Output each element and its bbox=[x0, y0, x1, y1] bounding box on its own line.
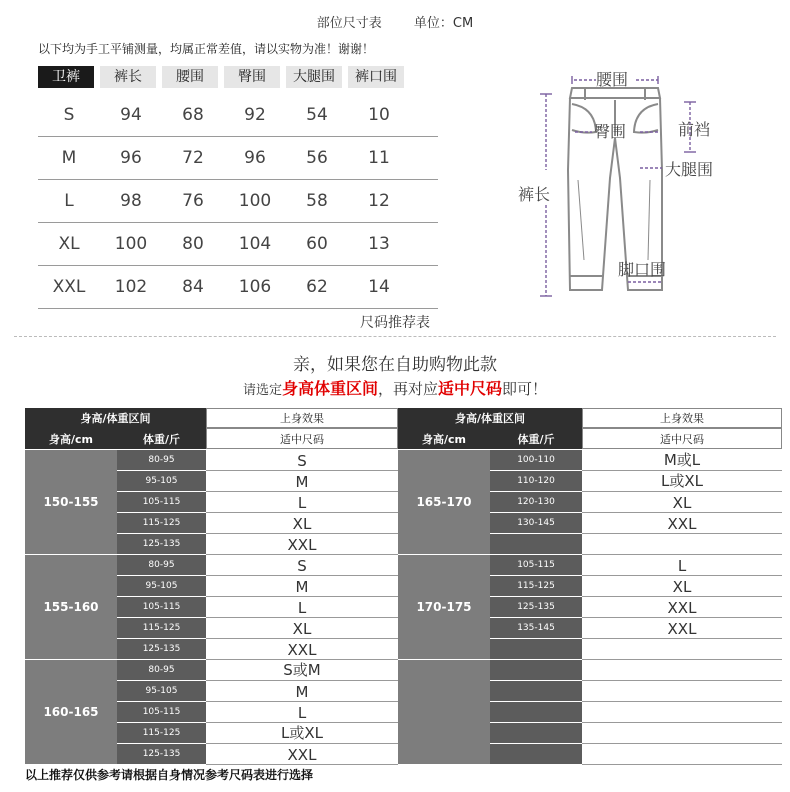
size-table-cell: M bbox=[61, 148, 77, 168]
size-table-cell: 104 bbox=[238, 234, 272, 254]
weight-range: 80-95 bbox=[117, 450, 206, 471]
recommended-size bbox=[582, 639, 782, 660]
promo-line-2 bbox=[0, 376, 790, 399]
size-chart-title: 部位尺寸表 bbox=[316, 16, 382, 31]
header-fit: 适中尺码 bbox=[206, 428, 398, 449]
weight-range: 115-125 bbox=[490, 576, 582, 597]
recommended-size bbox=[582, 702, 782, 723]
weight-range: 100-110 bbox=[490, 450, 582, 471]
size-table-cell: 106 bbox=[238, 277, 272, 297]
recommended-size bbox=[582, 534, 782, 555]
weight-range: 120-130 bbox=[490, 492, 582, 513]
size-table-cell: 68 bbox=[182, 105, 204, 125]
recommended-size: XL bbox=[206, 513, 398, 534]
size-chart-unit: 单位：CM bbox=[413, 16, 474, 31]
recommended-size: L bbox=[206, 492, 398, 513]
diagram-label-hem: 脚口围 bbox=[618, 260, 667, 279]
diagram-label-length: 裤长 bbox=[518, 185, 551, 204]
recommend-grid bbox=[25, 408, 782, 762]
weight-range: 105-115 bbox=[117, 597, 206, 618]
weight-range bbox=[490, 534, 582, 555]
size-table-cell: 60 bbox=[306, 234, 328, 254]
weight-range: 115-125 bbox=[117, 513, 206, 534]
header-range: 身高/体重区间 bbox=[25, 408, 206, 428]
size-table-cell: 80 bbox=[182, 234, 204, 254]
weight-range: 105-115 bbox=[490, 555, 582, 576]
promo-highlight-size: 适中尺码 bbox=[438, 379, 503, 398]
size-table-cell: 12 bbox=[368, 191, 390, 211]
height-range: 165-170 bbox=[398, 450, 490, 554]
weight-range: 115-125 bbox=[117, 618, 206, 639]
size-table-cell: 102 bbox=[114, 277, 148, 297]
recommended-size: M bbox=[206, 576, 398, 597]
weight-range bbox=[490, 681, 582, 702]
pants-diagram bbox=[500, 60, 750, 310]
recommended-size: L bbox=[582, 555, 782, 576]
recommended-size bbox=[582, 681, 782, 702]
recommended-size: XXL bbox=[206, 639, 398, 660]
recommended-size: M bbox=[206, 471, 398, 492]
header-effect: 上身效果 bbox=[582, 408, 782, 428]
weight-range: 125-135 bbox=[117, 744, 206, 765]
size-table-row bbox=[38, 137, 438, 180]
size-table-header-cell: 裤长 bbox=[100, 66, 156, 88]
promo-pre: 请选定 bbox=[242, 383, 282, 398]
measurement-note: 以下均为手工平铺测量，均属正常差值，请以实物为准！谢谢！ bbox=[38, 42, 375, 56]
weight-range: 80-95 bbox=[117, 555, 206, 576]
size-table-cell: 56 bbox=[306, 148, 328, 168]
size-table-body bbox=[38, 94, 438, 309]
diagram-label-hip: 臀围 bbox=[594, 122, 627, 141]
size-table-cell: 100 bbox=[238, 191, 272, 211]
footer-note: 以上推荐仅供参考请根据自身情况参考尺码表进行选择 bbox=[25, 768, 314, 782]
size-table-cell: 62 bbox=[306, 277, 328, 297]
weight-range: 135-145 bbox=[490, 618, 582, 639]
size-table-header-cell: 裤口围 bbox=[348, 66, 404, 88]
recommended-size: L或XL bbox=[582, 471, 782, 492]
size-table-cell: 58 bbox=[306, 191, 328, 211]
weight-range: 105-115 bbox=[117, 492, 206, 513]
header-range: 身高/体重区间 bbox=[398, 408, 582, 428]
recommended-size: L bbox=[206, 702, 398, 723]
promo-post: 即可！ bbox=[502, 380, 548, 398]
header-weight: 体重/斤 bbox=[117, 428, 206, 449]
header-height: 身高/cm bbox=[398, 428, 490, 449]
size-table-cell: 96 bbox=[244, 148, 266, 168]
promo-mid: ，再对应 bbox=[377, 380, 438, 398]
size-table-cell: 13 bbox=[368, 234, 390, 254]
weight-range bbox=[490, 660, 582, 681]
header-weight: 体重/斤 bbox=[490, 428, 582, 449]
recommended-size bbox=[582, 660, 782, 681]
size-table-cell: S bbox=[63, 105, 75, 125]
recommended-size: XXL bbox=[582, 513, 782, 534]
size-table-row bbox=[38, 180, 438, 223]
recommended-size: S或M bbox=[206, 660, 398, 681]
height-range: 155-160 bbox=[25, 555, 117, 659]
weight-range bbox=[490, 639, 582, 660]
size-table-row bbox=[38, 223, 438, 266]
promo-highlight-range: 身高体重区间 bbox=[281, 379, 378, 398]
size-table-cell: 11 bbox=[368, 148, 390, 168]
weight-range: 95-105 bbox=[117, 576, 206, 597]
weight-range: 80-95 bbox=[117, 660, 206, 681]
size-table bbox=[38, 66, 438, 309]
weight-range: 95-105 bbox=[117, 471, 206, 492]
size-table-cell: XXL bbox=[52, 277, 86, 297]
size-table-cell: 14 bbox=[368, 277, 390, 297]
height-range: 170-175 bbox=[398, 555, 490, 659]
size-table-cell: 84 bbox=[182, 277, 204, 297]
recommended-size: XL bbox=[206, 618, 398, 639]
size-table-row bbox=[38, 94, 438, 137]
diagram-label-rise: 前裆 bbox=[678, 120, 711, 139]
size-table-cell: 76 bbox=[182, 191, 204, 211]
weight-range: 115-125 bbox=[117, 723, 206, 744]
recommended-size bbox=[582, 744, 782, 765]
size-table-cell: 96 bbox=[120, 148, 142, 168]
diagram-label-waist: 腰围 bbox=[596, 70, 629, 89]
weight-range bbox=[490, 723, 582, 744]
weight-range: 105-115 bbox=[117, 702, 206, 723]
recommended-size: M bbox=[206, 681, 398, 702]
recommended-size: L bbox=[206, 597, 398, 618]
recommended-size: S bbox=[206, 450, 398, 471]
recommended-size: M或L bbox=[582, 450, 782, 471]
size-table-cell: 98 bbox=[120, 191, 142, 211]
header-effect: 上身效果 bbox=[206, 408, 398, 428]
weight-range: 130-145 bbox=[490, 513, 582, 534]
recommended-size: XXL bbox=[206, 534, 398, 555]
size-table-cell: 92 bbox=[244, 105, 266, 125]
weight-range: 95-105 bbox=[117, 681, 206, 702]
size-chart-heading bbox=[0, 12, 790, 31]
size-table-row bbox=[38, 266, 438, 309]
size-table-cell: L bbox=[64, 191, 74, 211]
weight-range bbox=[490, 744, 582, 765]
recommended-size: S bbox=[206, 555, 398, 576]
size-table-cell: 100 bbox=[114, 234, 148, 254]
recommended-size: XXL bbox=[582, 597, 782, 618]
weight-range: 125-135 bbox=[117, 534, 206, 555]
size-table-header bbox=[38, 66, 438, 88]
header-fit: 适中尺码 bbox=[582, 428, 782, 449]
size-table-header-cell: 大腿围 bbox=[286, 66, 342, 88]
height-range bbox=[398, 660, 490, 764]
size-table-cell: 94 bbox=[120, 105, 142, 125]
weight-range: 125-135 bbox=[490, 597, 582, 618]
size-table-header-cell: 腰围 bbox=[162, 66, 218, 88]
weight-range: 110-120 bbox=[490, 471, 582, 492]
diagram-label-thigh: 大腿围 bbox=[665, 160, 714, 179]
size-table-cell: 54 bbox=[306, 105, 328, 125]
height-range: 160-165 bbox=[25, 660, 117, 764]
size-table-cell: 72 bbox=[182, 148, 204, 168]
promo-line-1: 亲，如果您在自助购物此款 bbox=[293, 355, 497, 375]
height-range: 150-155 bbox=[25, 450, 117, 554]
section-divider bbox=[14, 336, 776, 337]
header-height: 身高/cm bbox=[25, 428, 117, 449]
recommended-size: XXL bbox=[206, 744, 398, 765]
recommended-size bbox=[582, 723, 782, 744]
size-table-cell: XL bbox=[58, 234, 80, 254]
size-table-header-cell: 卫裤 bbox=[38, 66, 94, 88]
recommended-size: L或XL bbox=[206, 723, 398, 744]
recommend-title: 尺码推荐表 bbox=[360, 315, 430, 331]
recommended-size: XL bbox=[582, 576, 782, 597]
size-table-cell: 10 bbox=[368, 105, 390, 125]
recommended-size: XXL bbox=[582, 618, 782, 639]
recommended-size: XL bbox=[582, 492, 782, 513]
weight-range: 125-135 bbox=[117, 639, 206, 660]
weight-range bbox=[490, 702, 582, 723]
size-table-header-cell: 臀围 bbox=[224, 66, 280, 88]
